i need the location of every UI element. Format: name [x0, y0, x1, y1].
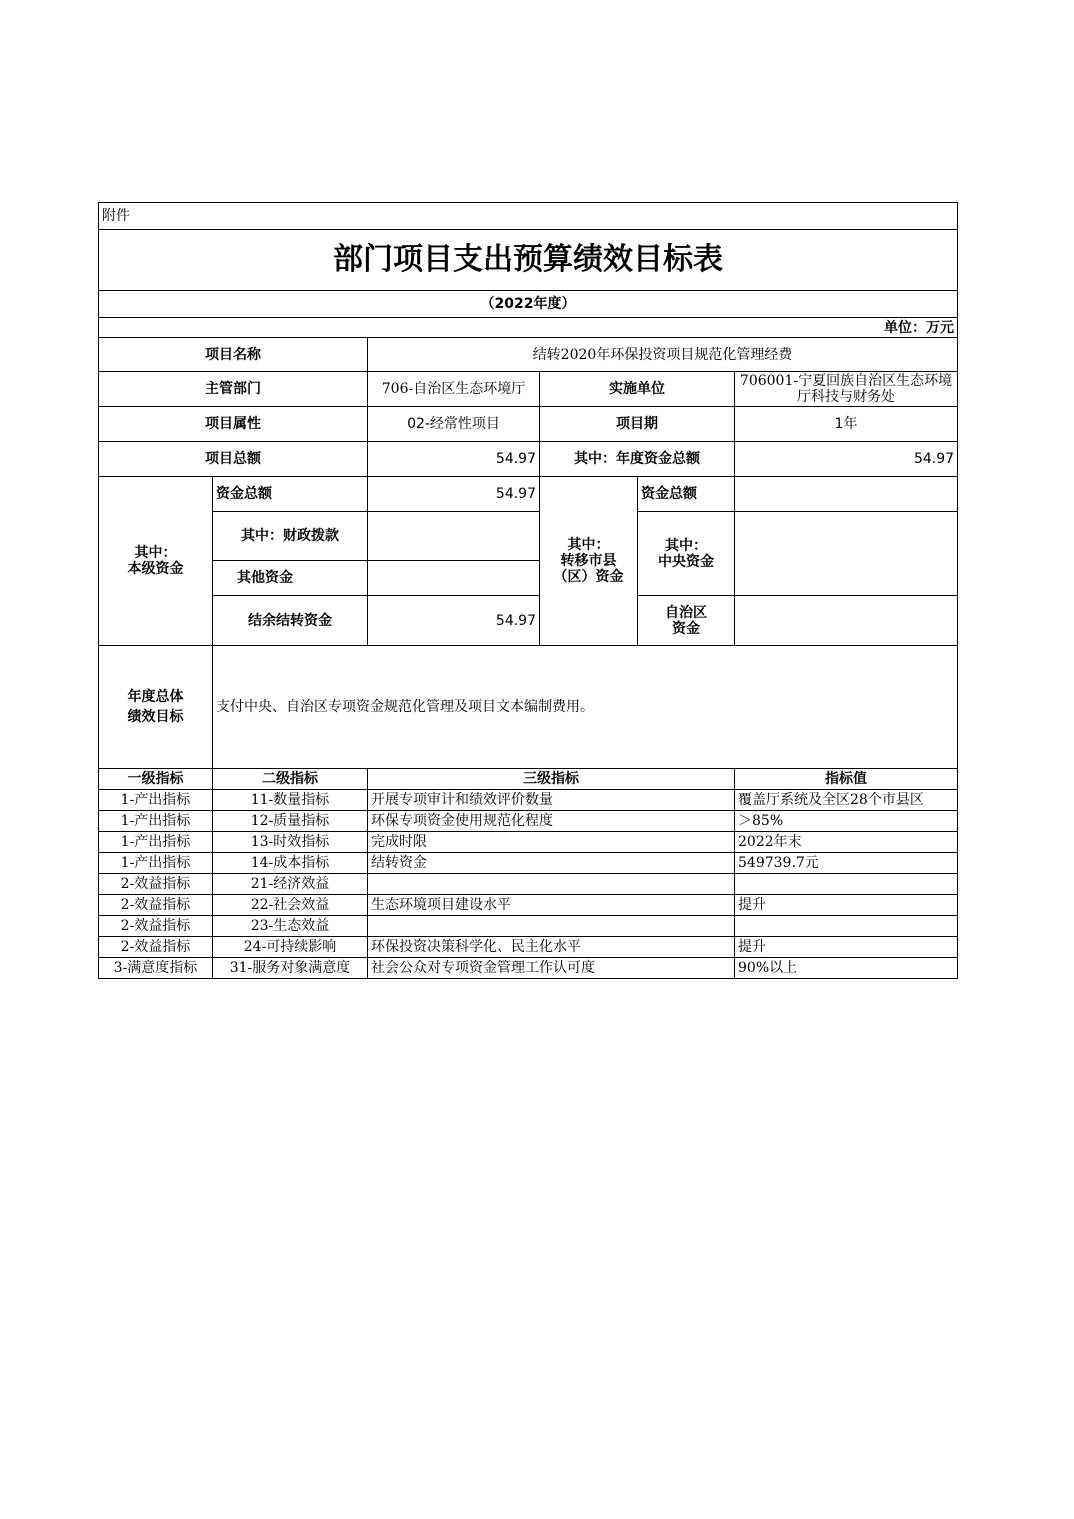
- period-label: 项目期: [540, 407, 735, 442]
- indicator-header-row: [99, 769, 958, 790]
- level3-cell: [368, 874, 735, 895]
- table-row: [99, 853, 958, 874]
- level2-cell: 13-时效指标: [213, 832, 368, 853]
- level3-cell: 社会公众对专项资金管理工作认可度: [368, 958, 735, 979]
- level3-cell: 环保专项资金使用规范化程度: [368, 811, 735, 832]
- fund-total-value: 54.97: [368, 477, 540, 512]
- header-level1: 一级指标: [99, 769, 213, 790]
- level2-cell: 21-经济效益: [213, 874, 368, 895]
- indicator-table: [98, 768, 958, 979]
- level1-cell: 1-产出指标: [99, 832, 213, 853]
- goal-value: 支付中央、自治区专项资金规范化管理及项目文本编制费用。: [213, 646, 958, 769]
- level3-cell: 完成时限: [368, 832, 735, 853]
- header-level3: 三级指标: [368, 769, 735, 790]
- table-row: [99, 874, 958, 895]
- level2-cell: 23-生态效益: [213, 916, 368, 937]
- value-cell: [735, 874, 958, 895]
- level2-cell: 11-数量指标: [213, 790, 368, 811]
- local-funds-label: 其中： 本级资金: [99, 477, 213, 646]
- attr-value: 02-经常性项目: [368, 407, 540, 442]
- central-funds-label: 其中： 中央资金: [638, 512, 735, 596]
- value-cell: [735, 916, 958, 937]
- transfer-total-value: [735, 477, 958, 512]
- table-row: [99, 790, 958, 811]
- total-value: 54.97: [368, 442, 540, 477]
- carryover-value: 54.97: [368, 596, 540, 646]
- page-title: 部门项目支出预算绩效目标表: [99, 230, 958, 291]
- unit-label: 单位：万元: [99, 318, 958, 338]
- impl-unit-label: 实施单位: [540, 372, 735, 407]
- value-cell: 90%以上: [735, 958, 958, 979]
- table-row: [99, 937, 958, 958]
- level1-cell: 2-效益指标: [99, 895, 213, 916]
- level2-cell: 22-社会效益: [213, 895, 368, 916]
- table-row: [99, 958, 958, 979]
- level3-cell: 生态环境项目建设水平: [368, 895, 735, 916]
- level1-cell: 1-产出指标: [99, 790, 213, 811]
- level1-cell: 1-产出指标: [99, 853, 213, 874]
- budget-table: [98, 202, 958, 769]
- transfer-total-label: 资金总额: [638, 477, 735, 512]
- region-funds-value: [735, 596, 958, 646]
- attachment-label: 附件: [99, 203, 958, 230]
- level2-cell: 12-质量指标: [213, 811, 368, 832]
- table-row: [99, 811, 958, 832]
- level3-cell: 结转资金: [368, 853, 735, 874]
- other-funds-label: 其他资金: [213, 561, 368, 596]
- fiscal-label: 其中：财政拨款: [213, 512, 368, 561]
- header-value: 指标值: [735, 769, 958, 790]
- level1-cell: 2-效益指标: [99, 937, 213, 958]
- level3-cell: [368, 916, 735, 937]
- year-label: （2022年度）: [99, 291, 958, 318]
- value-cell: 覆盖厅系统及全区28个市县区: [735, 790, 958, 811]
- annual-total-value: 54.97: [735, 442, 958, 477]
- header-level2: 二级指标: [213, 769, 368, 790]
- central-funds-value: [735, 512, 958, 596]
- dept-label: 主管部门: [99, 372, 368, 407]
- transfer-funds-label: 其中： 转移市县 （区）资金: [540, 477, 638, 646]
- annual-total-label: 其中：年度资金总额: [540, 442, 735, 477]
- project-name-value: 结转2020年环保投资项目规范化管理经费: [368, 338, 958, 372]
- project-name-label: 项目名称: [99, 338, 368, 372]
- value-cell: 2022年末: [735, 832, 958, 853]
- period-value: 1年: [735, 407, 958, 442]
- fund-total-label: 资金总额: [213, 477, 368, 512]
- level3-cell: 开展专项审计和绩效评价数量: [368, 790, 735, 811]
- value-cell: 549739.7元: [735, 853, 958, 874]
- table-row: [99, 832, 958, 853]
- other-funds-value: [368, 561, 540, 596]
- table-row: [99, 916, 958, 937]
- impl-unit-value: 706001-宁夏回族自治区生态环境厅科技与财务处: [735, 372, 958, 407]
- level1-cell: 1-产出指标: [99, 811, 213, 832]
- level2-cell: 24-可持续影响: [213, 937, 368, 958]
- level1-cell: 2-效益指标: [99, 916, 213, 937]
- performance-target-sheet: [98, 202, 957, 979]
- value-cell: ＞85%: [735, 811, 958, 832]
- total-label: 项目总额: [99, 442, 368, 477]
- level3-cell: 环保投资决策科学化、民主化水平: [368, 937, 735, 958]
- attr-label: 项目属性: [99, 407, 368, 442]
- level1-cell: 2-效益指标: [99, 874, 213, 895]
- carryover-label: 结余结转资金: [213, 596, 368, 646]
- value-cell: 提升: [735, 937, 958, 958]
- region-funds-label: 自治区 资金: [638, 596, 735, 646]
- level2-cell: 31-服务对象满意度: [213, 958, 368, 979]
- goal-label: 年度总体 绩效目标: [99, 646, 213, 769]
- fiscal-value: [368, 512, 540, 561]
- level2-cell: 14-成本指标: [213, 853, 368, 874]
- table-row: [99, 895, 958, 916]
- level1-cell: 3-满意度指标: [99, 958, 213, 979]
- dept-value: 706-自治区生态环境厅: [368, 372, 540, 407]
- value-cell: 提升: [735, 895, 958, 916]
